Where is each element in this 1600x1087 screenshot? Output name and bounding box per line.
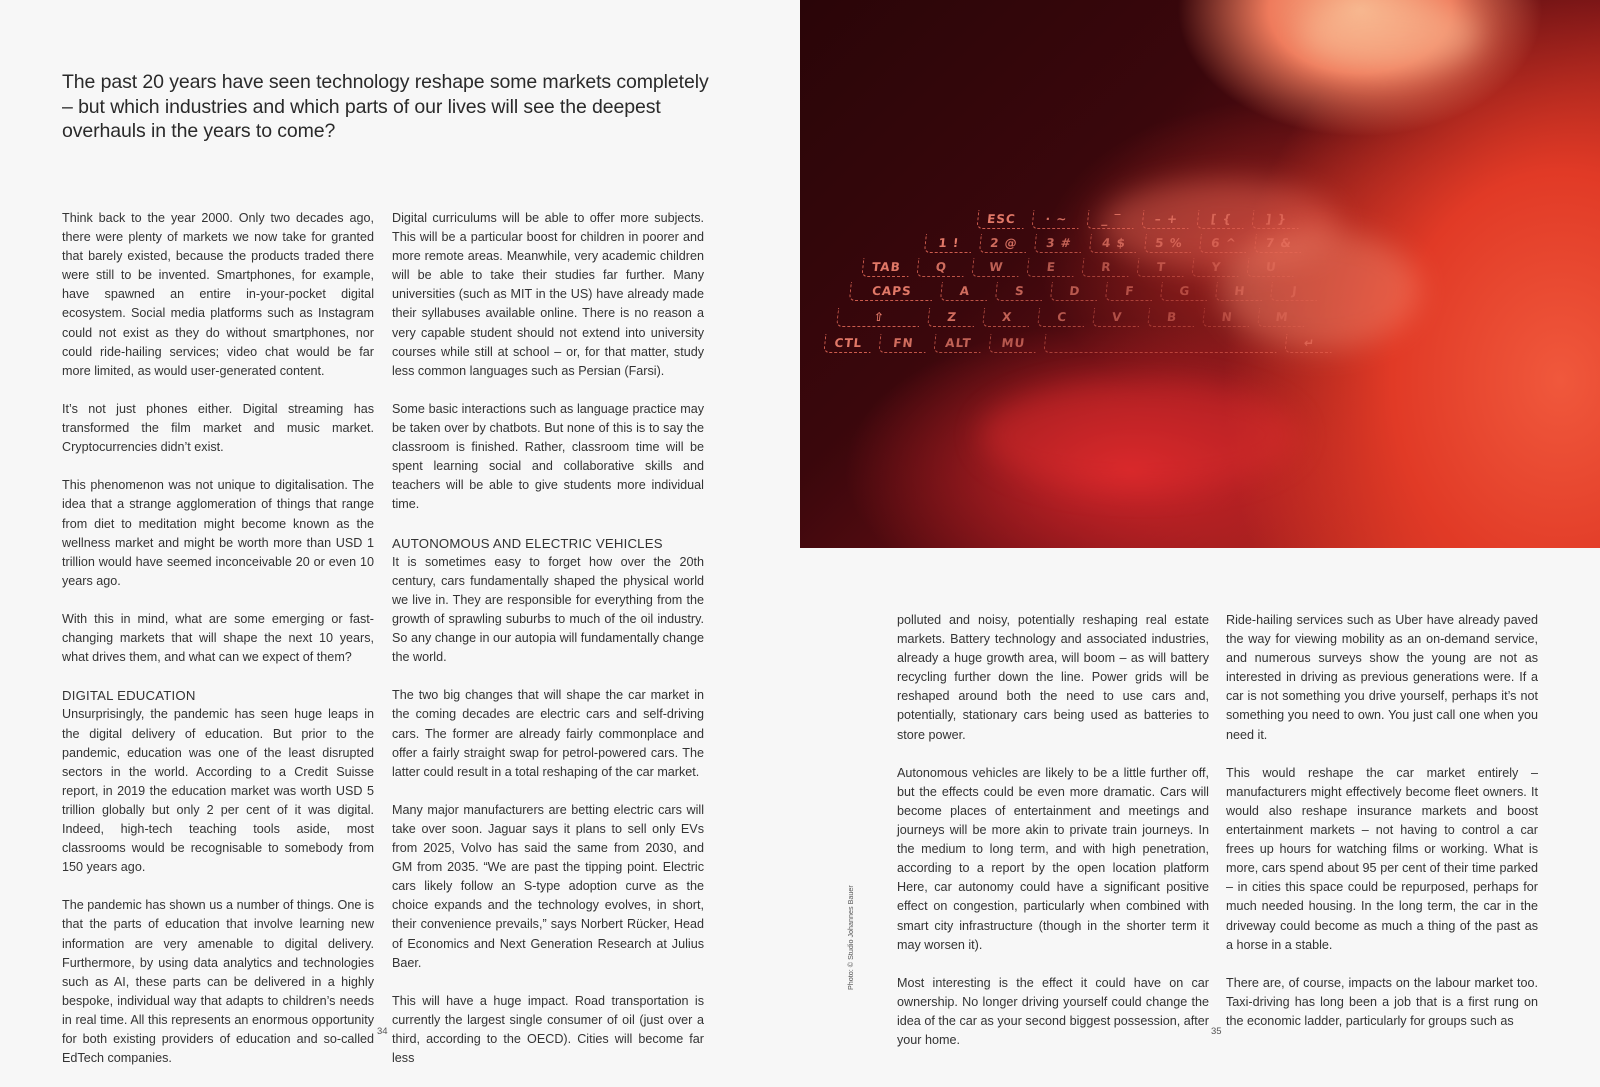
keyboard-key: 2 @ — [979, 234, 1028, 253]
keyboard-key: H — [1215, 282, 1264, 301]
keyboard-key: ALT — [933, 334, 982, 353]
paragraph: Digital curriculums will be able to offer more subjects. This will be a particular boost for children in poorer and more remote areas. Meanwhile, very academic children will be able to take their studies far further. Many universities (such as MIT in the US) have already made their syllabuses available online. There is no reason a very capable student should not extend into university courses while still at school – or, for that matter, study less common languages such as Persian (Farsi). — [392, 211, 704, 378]
keyboard-key: G — [1160, 282, 1209, 301]
key-row — [849, 282, 1319, 301]
keyboard-key: F — [1105, 282, 1154, 301]
left-page — [0, 0, 800, 1066]
paragraph: The pandemic has shown us a number of things. One is that the parts of education that involve learning new information are very amenable to digital delivery. Furthermore, by using data analytics and technologies such as AI, these parts can be delivered in a highly bespoke, individual way that adapts to children’s needs in real time. All this represents an enormous opportunity for both existing providers of education and so-called EdTech companies. — [62, 898, 374, 1066]
photo-credit: Photo: © Studio Johannes Bauer — [846, 885, 855, 990]
keyboard-key: TAB — [861, 258, 910, 277]
section-heading-digital-education: DIGITAL EDUCATION — [62, 688, 196, 704]
page-number: 35 — [1211, 1026, 1222, 1037]
paragraph: Some basic interactions such as language practice may be taken over by chatbots. But none of this is to say the classroom is finished. Rather, classroom time will be spent learning social and collaborative skills and teachers will be able to give students more individual time. — [392, 401, 704, 512]
keyboard-key: B — [1147, 308, 1196, 327]
paragraph: Unsurprisingly, the pandemic has seen huge leaps in the digital delivery of education. But prior to the pandemic, education was one of the least disrupted sectors in the world. According to a Credit Suisse report, in 2019 the education market was worth USD 5 trillion globally but only 2 per cent of it was digital. Indeed, high-tech teaching tools aside, most classrooms would be recognisable to somebody from 150 years ago. — [62, 707, 374, 875]
keyboard-key: M — [1257, 308, 1306, 327]
keyboard-key: V — [1092, 308, 1141, 327]
key-row — [976, 210, 1300, 229]
paragraph: Autonomous vehicles are likely to be a little further off, but the effects could be even more dramatic. Cars will become places of entertainment and meetings and journeys will be more akin to private train journeys. In the medium to long term, and with high penetration, according to a report by the open location platform Here, car autonomy could have a significant positive effect on congestion, particularly when combined with smart city infrastructure (though in the shorter term it may worsen it). — [897, 765, 1209, 952]
keyboard-key: 5 % — [1144, 234, 1193, 253]
keyboard-key: 1 ! — [924, 234, 973, 253]
keyboard-key: CAPS — [849, 282, 934, 301]
keyboard-key: N — [1202, 308, 1251, 327]
keyboard-key: ⇧ — [836, 308, 921, 327]
paragraph: With this in mind, what are some emerging or fast-changing markets that will shape the next 10 years, what drives them, and what can we expect of them? — [62, 611, 374, 665]
paragraph: This would reshape the car market entirely – manufacturers might effectively become fleet owners. It would also reshape insurance markets and boost entertainment markets – not having to control a car frees up hours for watching films or working. What is more, cars spend about 95 per cent of their time parked – in cities this space could be repurposed, perhaps for much needed housing. In the long term, the car in the driveway could become as much a thing of the past as a horse in a stable. — [1226, 765, 1538, 952]
paragraph: Most interesting is the effect it could have on car ownership. No longer driving yourself could change the idea of the car as your second biggest possession, after your home. — [897, 975, 1209, 1048]
keyboard-key: Z — [927, 308, 976, 327]
keyboard-key: R — [1081, 258, 1130, 277]
text-column-1 — [62, 209, 374, 1087]
keyboard-key: X — [982, 308, 1031, 327]
section-heading-vehicles: AUTONOMOUS AND ELECTRIC VEHICLES — [392, 535, 663, 551]
text-column-3 — [897, 611, 1209, 1069]
paragraph: This will have a huge impact. Road transportation is currently the largest single consumer of oil (just over a third, according to the OECD). Cities will become far less — [392, 993, 704, 1066]
keyboard-key: CTL — [823, 334, 872, 353]
keyboard-key: 3 # — [1034, 234, 1083, 253]
keyboard-key: A — [940, 282, 989, 301]
keyboard-key: J — [1270, 282, 1319, 301]
keyboard-key: 7 & — [1254, 234, 1303, 253]
text-column-2 — [392, 209, 704, 1087]
keyboard-key — [1043, 334, 1278, 353]
key-row — [836, 308, 1306, 327]
keyboard-key: FN — [878, 334, 927, 353]
projected-keyboard — [812, 210, 1589, 370]
keyboard-key: D — [1050, 282, 1099, 301]
keyboard-key: Y — [1191, 258, 1240, 277]
paragraph: Many major manufacturers are betting electric cars will take over soon. Jaguar says it plans to sell only EVs from 2025, Volvo has said the same from 2030, and GM from 2035. “We are past the tipping point. Electric cars likely follow an S-type adoption curve as the choice expands and the technology evolves, in short, their convenience prevails,” says Norbert Rücker, Head of Economics and Next Generation Research at Julius Baer. — [392, 802, 704, 970]
paragraph: Ride-hailing services such as Uber have already paved the way for viewing mobility as an on-demand service, and numerous surveys show the young are not as interested in driving as previous generations were. If a car is not something you drive yourself, perhaps it’s not something you need to own. You just call one when you need it. — [1226, 613, 1538, 742]
keyboard-key: · ~ — [1031, 210, 1080, 229]
paragraph: There are, of course, impacts on the labour market too. Taxi-driving has long been a job that is a first rung on the economic ladder, particularly for groups such as — [1226, 975, 1538, 1028]
key-row — [924, 234, 1303, 253]
keyboard-key: [ { — [1196, 210, 1245, 229]
keyboard-key: – + — [1141, 210, 1190, 229]
keyboard-key: S — [995, 282, 1044, 301]
paragraph: It’s not just phones either. Digital streaming has transformed the film market and music market. Cryptocurrencies didn’t exist. — [62, 401, 374, 455]
page-number: 34 — [377, 1026, 388, 1037]
keyboard-key: U — [1246, 258, 1295, 277]
paragraph: polluted and noisy, potentially reshaping real estate markets. Battery technology and associated industries, already a huge growth area, will boom – as will battery recycling further down the line. Power grids will be reshaped around both the need to use cars and, potentially, stationary cars being used as batteries to store power. — [897, 613, 1209, 742]
keyboard-key: ] } — [1251, 210, 1300, 229]
keyboard-key: Q — [916, 258, 965, 277]
standfirst: The past 20 years have seen technology reshape some markets completely – but which industries and which parts of our lives will see the deepest overhauls in the years to come? — [62, 71, 709, 142]
key-row — [823, 334, 1333, 353]
paragraph: The two big changes that will shape the car market in the coming decades are electric cars and self-driving cars. The former are already fairly commonplace and offer a fairly straight swap for petrol-powered cars. The latter could result in a total reshaping of the car market. — [392, 688, 704, 779]
keyboard-smoke-photo — [800, 0, 1600, 548]
keyboard-key: _ ‾ — [1086, 210, 1135, 229]
keyboard-key: 6 ^ — [1199, 234, 1248, 253]
keyboard-key: ↵ — [1284, 334, 1333, 353]
smoke-wisp — [980, 380, 1300, 490]
paragraph: Think back to the year 2000. Only two decades ago, there were plenty of markets we now take for granted that barely existed, because the products traded there were still to be invented. Smartphones, for example, have spawned an entire in-your-pocket digital ecosystem. Social media platforms such as Instagram could not exist as they do without smartphones, nor could ride-hailing services; video chat would be far more limited, as would user-generated content. — [62, 211, 374, 378]
right-page — [800, 0, 1600, 1066]
keyboard-key: E — [1026, 258, 1075, 277]
keyboard-key: T — [1136, 258, 1185, 277]
keyboard-key: W — [971, 258, 1020, 277]
paragraph: It is sometimes easy to forget how over the 20th century, cars fundamentally shaped the physical world we live in. They are responsible for everything from the growth of sprawling suburbs to much of the oil industry. So any change in our autopia will fundamentally change the world. — [392, 554, 704, 665]
smoke-wisp — [1300, 0, 1480, 70]
key-row — [861, 258, 1295, 277]
keyboard-key: MU — [988, 334, 1037, 353]
text-column-4 — [1226, 611, 1538, 1050]
keyboard-key: ESC — [976, 210, 1025, 229]
keyboard-key: 4 $ — [1089, 234, 1138, 253]
keyboard-key: C — [1037, 308, 1086, 327]
paragraph: This phenomenon was not unique to digitalisation. The idea that a strange agglomeration of things that range from diet to meditation might become known as the wellness market and might be worth more than USD 1 trillion would have seemed inconceivable 20 or even 10 years ago. — [62, 478, 374, 588]
